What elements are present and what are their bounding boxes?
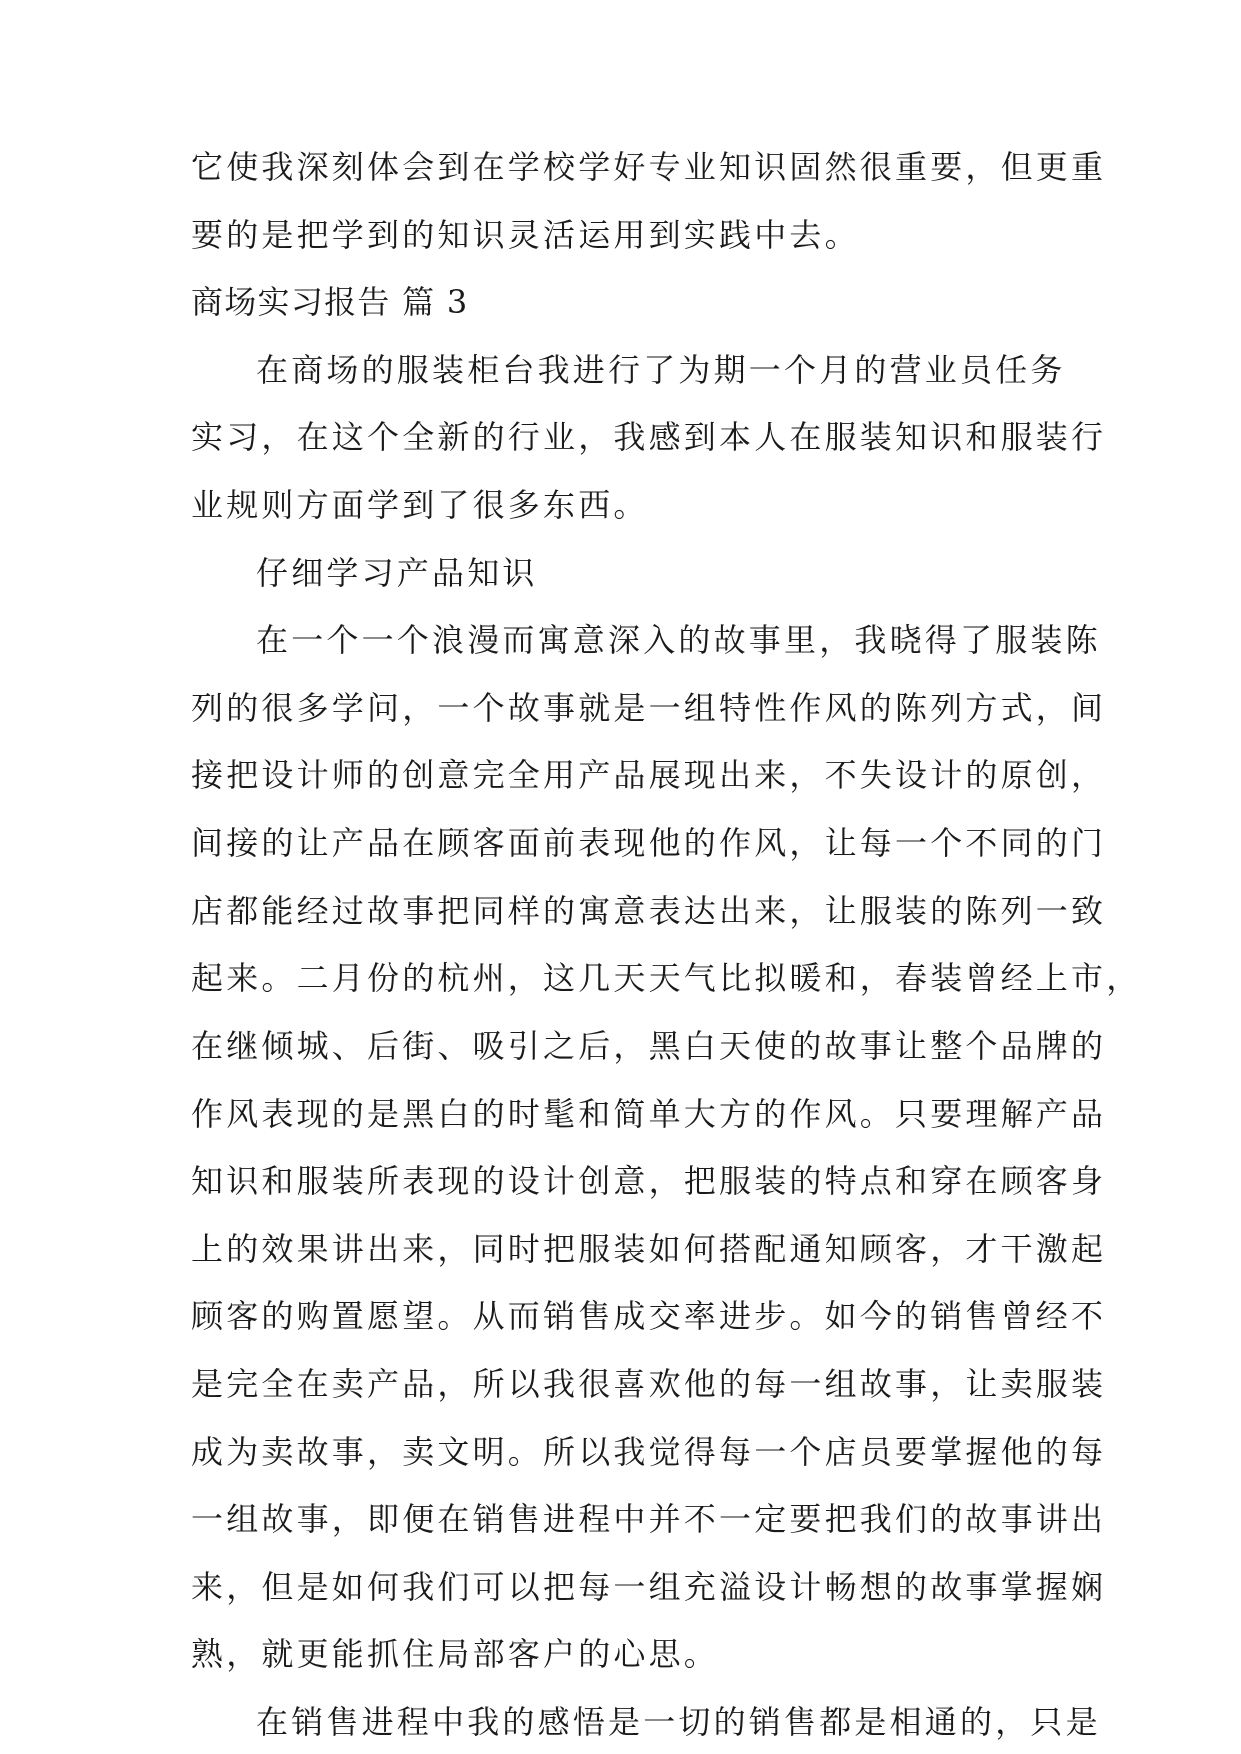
text-line-15: 作风表现的是黑白的时髦和简单大方的作风。只要理解产品	[191, 1094, 1107, 1133]
text-line-17: 上的效果讲出来，同时把服装如何搭配通知顾客，才干激起	[191, 1229, 1107, 1268]
text-line-22: 来，但是如何我们可以把每一组充溢设计畅想的故事掌握娴	[191, 1567, 1107, 1606]
text-line-24: 在销售进程中我的感悟是一切的销售都是相通的，只是	[256, 1703, 1101, 1741]
text-line-13: 起来。二月份的杭州，这几天天气比拟暖和，春装曾经上市，	[191, 959, 1142, 998]
text-line-1: 它使我深刻体会到在学校学好专业知识固然很重要，但更重	[191, 148, 1107, 186]
text-line-14: 在继倾城、后街、吸引之后，黑白天使的故事让整个品牌的	[191, 1026, 1107, 1065]
text-line-5: 实习，在这个全新的行业，我感到本人在服装知识和服装行	[191, 418, 1107, 457]
text-line-21: 一组故事，即便在销售进程中并不一定要把我们的故事讲出	[191, 1500, 1107, 1539]
text-line-20: 成为卖故事，卖文明。所以我觉得每一个店员要掌握他的每	[191, 1432, 1107, 1471]
text-line-2: 要的是把学到的知识灵活运用到实践中去。	[191, 215, 860, 254]
text-line-19: 是完全在卖产品，所以我很喜欢他的每一组故事，让卖服装	[191, 1364, 1107, 1403]
text-line-23: 熟，就更能抓住局部客户的心思。	[191, 1635, 720, 1674]
text-line-9: 列的很多学问，一个故事就是一组特性作风的陈列方式，间	[191, 688, 1107, 727]
text-line-8: 在一个一个浪漫而寓意深入的故事里，我晓得了服装陈	[256, 621, 1101, 660]
text-line-6: 业规则方面学到了很多东西。	[191, 486, 649, 525]
text-line-4: 在商场的服装柜台我进行了为期一个月的营业员任务	[256, 350, 1066, 389]
text-line-18: 顾客的购置愿望。从而销售成交率进步。如今的销售曾经不	[191, 1297, 1107, 1336]
text-line-12: 店都能经过故事把同样的寓意表达出来，让服装的陈列一致	[191, 891, 1107, 930]
text-line-10: 接把设计师的创意完全用产品展现出来，不失设计的原创，	[191, 756, 1107, 795]
subheading: 仔细学习产品知识	[256, 553, 538, 592]
text-line-16: 知识和服装所表现的设计创意，把服装的特点和穿在顾客身	[191, 1162, 1107, 1201]
section-heading: 商场实习报告 篇 3	[191, 283, 469, 322]
text-line-11: 间接的让产品在顾客面前表现他的作风，让每一个不同的门	[191, 824, 1107, 863]
